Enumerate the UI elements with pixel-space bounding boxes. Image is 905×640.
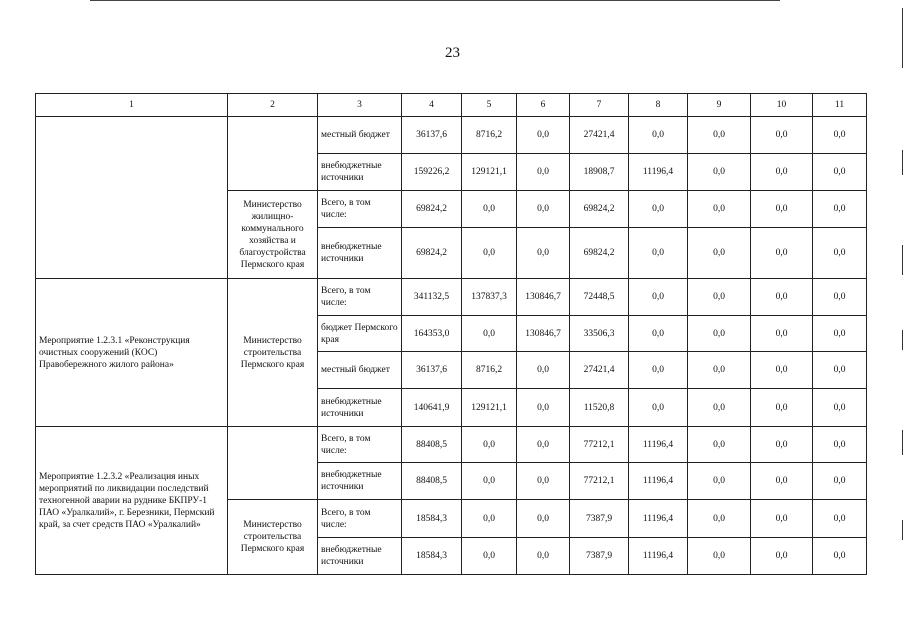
value-cell: 0,0 — [629, 117, 688, 154]
value-cell: 0,0 — [462, 463, 517, 500]
margin-mark — [902, 330, 903, 350]
value-cell: 0,0 — [688, 117, 751, 154]
value-cell: 0,0 — [629, 352, 688, 389]
value-cell: 0,0 — [813, 154, 867, 191]
value-cell: 0,0 — [751, 538, 813, 575]
margin-mark — [902, 430, 903, 455]
event-name-cell: Мероприятие 1.2.3.1 «Реконструкция очистных сооружений (КОС) Правобережного жилого района» — [36, 279, 228, 427]
value-cell: 0,0 — [688, 154, 751, 191]
funding-source-cell: внебюджетные источники — [318, 538, 402, 575]
value-cell: 33506,3 — [570, 316, 629, 352]
value-cell: 0,0 — [813, 279, 867, 316]
value-cell: 0,0 — [751, 389, 813, 427]
value-cell: 0,0 — [751, 352, 813, 389]
column-header-10: 10 — [751, 94, 813, 117]
column-header-6: 6 — [517, 94, 570, 117]
value-cell: 0,0 — [751, 427, 813, 463]
value-cell: 0,0 — [688, 279, 751, 316]
value-cell: 0,0 — [813, 389, 867, 427]
value-cell: 7387,9 — [570, 500, 629, 538]
value-cell: 77212,1 — [570, 427, 629, 463]
value-cell: 18908,7 — [570, 154, 629, 191]
value-cell: 341132,5 — [402, 279, 462, 316]
value-cell: 0,0 — [813, 191, 867, 228]
event-name-cell — [36, 117, 228, 279]
value-cell: 0,0 — [462, 427, 517, 463]
column-header-9: 9 — [688, 94, 751, 117]
table-row — [36, 279, 867, 316]
value-cell: 11196,4 — [629, 427, 688, 463]
value-cell: 0,0 — [462, 228, 517, 279]
value-cell: 0,0 — [517, 191, 570, 228]
value-cell: 0,0 — [517, 352, 570, 389]
value-cell: 0,0 — [751, 279, 813, 316]
value-cell: 0,0 — [751, 500, 813, 538]
value-cell: 0,0 — [688, 538, 751, 575]
value-cell: 0,0 — [462, 538, 517, 575]
funding-source-cell: Всего, в том числе: — [318, 279, 402, 316]
value-cell: 0,0 — [629, 316, 688, 352]
column-header-2: 2 — [228, 94, 318, 117]
funding-source-cell: внебюджетные источники — [318, 228, 402, 279]
funding-source-cell: Всего, в том числе: — [318, 427, 402, 463]
value-cell: 0,0 — [813, 500, 867, 538]
funding-source-cell: Всего, в том числе: — [318, 191, 402, 228]
value-cell: 140641,9 — [402, 389, 462, 427]
value-cell: 0,0 — [751, 463, 813, 500]
funding-source-cell: бюджет Пермского края — [318, 316, 402, 352]
value-cell: 8716,2 — [462, 117, 517, 154]
margin-mark — [902, 245, 903, 275]
value-cell: 164353,0 — [402, 316, 462, 352]
column-header-7: 7 — [570, 94, 629, 117]
value-cell: 27421,4 — [570, 117, 629, 154]
value-cell: 18584,3 — [402, 500, 462, 538]
column-header-11: 11 — [813, 94, 867, 117]
value-cell: 77212,1 — [570, 463, 629, 500]
value-cell: 36137,6 — [402, 352, 462, 389]
value-cell: 0,0 — [517, 538, 570, 575]
value-cell: 130846,7 — [517, 279, 570, 316]
value-cell: 0,0 — [517, 117, 570, 154]
value-cell: 0,0 — [629, 389, 688, 427]
margin-mark — [902, 150, 903, 175]
table-body — [36, 94, 867, 575]
value-cell: 0,0 — [462, 500, 517, 538]
value-cell: 11196,4 — [629, 500, 688, 538]
value-cell: 0,0 — [688, 316, 751, 352]
value-cell: 0,0 — [688, 228, 751, 279]
executor-cell — [228, 427, 318, 500]
funding-source-cell: местный бюджет — [318, 352, 402, 389]
value-cell: 0,0 — [813, 538, 867, 575]
value-cell: 0,0 — [629, 191, 688, 228]
value-cell: 0,0 — [813, 228, 867, 279]
value-cell: 69824,2 — [402, 191, 462, 228]
value-cell: 0,0 — [517, 500, 570, 538]
value-cell: 0,0 — [751, 191, 813, 228]
value-cell: 0,0 — [517, 463, 570, 500]
value-cell: 11196,4 — [629, 463, 688, 500]
value-cell: 0,0 — [688, 500, 751, 538]
value-cell: 0,0 — [629, 228, 688, 279]
funding-source-cell: внебюджетные источники — [318, 154, 402, 191]
value-cell: 0,0 — [813, 352, 867, 389]
value-cell: 0,0 — [462, 316, 517, 352]
header-row — [36, 94, 867, 117]
funding-source-cell: внебюджетные источники — [318, 463, 402, 500]
value-cell: 0,0 — [751, 154, 813, 191]
value-cell: 0,0 — [517, 228, 570, 279]
value-cell: 72448,5 — [570, 279, 629, 316]
value-cell: 11196,4 — [629, 538, 688, 575]
value-cell: 11520,8 — [570, 389, 629, 427]
funding-table — [35, 93, 867, 575]
column-header-4: 4 — [402, 94, 462, 117]
value-cell: 18584,3 — [402, 538, 462, 575]
value-cell: 130846,7 — [517, 316, 570, 352]
column-header-3: 3 — [318, 94, 402, 117]
value-cell: 27421,4 — [570, 352, 629, 389]
value-cell: 0,0 — [688, 463, 751, 500]
value-cell: 7387,9 — [570, 538, 629, 575]
value-cell: 8716,2 — [462, 352, 517, 389]
value-cell: 0,0 — [751, 117, 813, 154]
page-number: 23 — [445, 45, 460, 61]
value-cell: 0,0 — [517, 389, 570, 427]
value-cell: 0,0 — [751, 228, 813, 279]
value-cell: 69824,2 — [402, 228, 462, 279]
value-cell: 0,0 — [813, 117, 867, 154]
event-name-cell: Мероприятие 1.2.3.2 «Реализация иных мероприятий по ликвидации последствий техногенной аварии на руднике БКПРУ-1 ПАО «Уралкалий», г. Березники, Пермский край, за счет средств ПАО «Уралкалий» — [36, 427, 228, 575]
value-cell: 0,0 — [688, 427, 751, 463]
value-cell: 0,0 — [517, 427, 570, 463]
value-cell: 88408,5 — [402, 463, 462, 500]
column-header-1: 1 — [36, 94, 228, 117]
table-row — [36, 427, 867, 463]
value-cell: 159226,2 — [402, 154, 462, 191]
value-cell: 0,0 — [462, 191, 517, 228]
column-header-8: 8 — [629, 94, 688, 117]
value-cell: 0,0 — [751, 316, 813, 352]
executor-cell — [228, 117, 318, 191]
value-cell: 137837,3 — [462, 279, 517, 316]
executor-cell: Министерство строительства Пермского края — [228, 500, 318, 575]
value-cell: 129121,1 — [462, 154, 517, 191]
table-row — [36, 117, 867, 154]
value-cell: 88408,5 — [402, 427, 462, 463]
executor-cell: Министерство строительства Пермского края — [228, 279, 318, 427]
column-header-5: 5 — [462, 94, 517, 117]
margin-mark — [902, 520, 903, 540]
value-cell: 36137,6 — [402, 117, 462, 154]
value-cell: 0,0 — [813, 316, 867, 352]
value-cell: 0,0 — [517, 154, 570, 191]
value-cell: 0,0 — [813, 463, 867, 500]
value-cell: 69824,2 — [570, 191, 629, 228]
value-cell: 129121,1 — [462, 389, 517, 427]
value-cell: 0,0 — [688, 389, 751, 427]
value-cell: 11196,4 — [629, 154, 688, 191]
value-cell: 0,0 — [688, 352, 751, 389]
value-cell: 0,0 — [813, 427, 867, 463]
executor-cell: Министерство жилищно-коммунального хозяйства и благоустройства Пермского края — [228, 191, 318, 279]
value-cell: 69824,2 — [570, 228, 629, 279]
value-cell: 0,0 — [688, 191, 751, 228]
value-cell: 0,0 — [629, 279, 688, 316]
funding-source-cell: внебюджетные источники — [318, 389, 402, 427]
funding-source-cell: Всего, в том числе: — [318, 500, 402, 538]
funding-source-cell: местный бюджет — [318, 117, 402, 154]
top-border-line — [90, 0, 780, 1]
